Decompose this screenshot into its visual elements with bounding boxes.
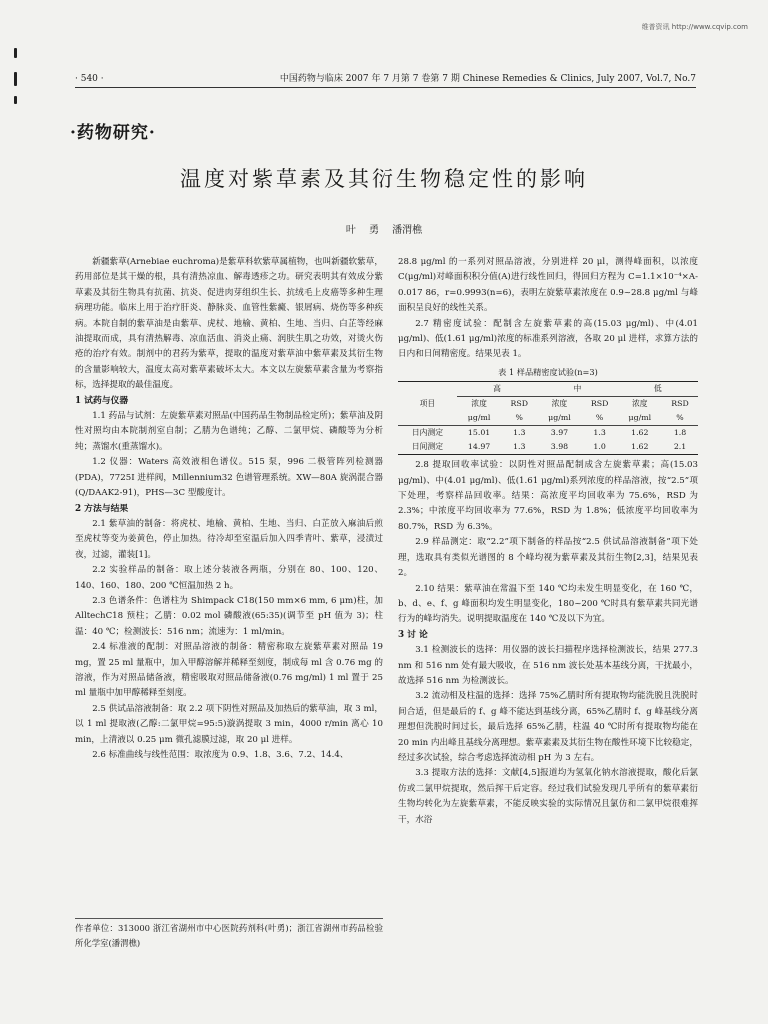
author-affiliation-footnote: 作者单位：313000 浙江省湖州市中心医院药剂科(叶勇)；浙江省湖州市药品检验所化学室(潘渭樵) (75, 918, 383, 951)
paragraph-2-8: 2.8 提取回收率试验：以阴性对照品配制成含左旋紫草素；高(15.03 μg/ml)、中(4.01 μg/ml)、低(1.61 μg/ml)系列浓度的样品溶液，按“2.5”项下处理，考察样品回收率。结果：高浓度平均回收率为 75.6%，RSD 为 2.3%；中浓度平均回收率为 77.6%，RSD 为 1.8%；低浓度平均回收率为 80.7%，RSD 为 6.3%。 (398, 460, 698, 532)
table-sub-conc: 浓度 (457, 397, 501, 412)
paragraph-2-2: 2.2 实验样品的制备：取上述分装液各两瓶，分别在 80、100、120、140、160、180、200 ℃恒温加热 2 h。 (75, 565, 383, 591)
paragraph-3-3: 3.3 提取方法的选择：文献[4,5]报道均为氢氧化钠水溶液提取，酸化后氯仿或二氯甲烷提取，然后挥干后定容。经过我们试验发现几乎所有的紫草素衍生物均转化为左旋紫草素，不能反映实验的实际情况且氯仿和二氯甲烷很难挥干，水浴 (398, 768, 698, 825)
table-col-item: 项目 (419, 398, 436, 408)
paragraph-1-1: 1.1 药品与试剂：左旋紫草素对照品(中国药品生物制品检定所)；紫草油及阴性对照均由本院制剂室自制；乙腈为色谱纯；乙醇、二氯甲烷、磷酸等为分析纯；蒸馏水(重蒸馏水)。 (75, 411, 383, 452)
table-sub-rsd: RSD (582, 397, 618, 412)
right-column (398, 255, 698, 828)
paragraph-2-7: 2.7 精密度试验：配制含左旋紫草素的高(15.03 μg/ml)、中(4.01 μg/ml)、低(1.61 μg/ml)浓度的标准系列溶液，各取 20 μl 进样，求算方法的日内和日间精密度。结果见表 1。 (398, 318, 698, 360)
section-heading-1: 1 试药与仪器 (75, 395, 129, 406)
table-unit: μg/ml (628, 413, 652, 423)
table-cell: 1.3 (501, 426, 537, 441)
paragraph-3-2: 3.2 流动相及柱温的选择：选择 75%乙腈时所有提取物均能洗脱且洗脱时间合适，但是最后的 f、g 峰不能达到基线分离，65%乙腈时 f、g 峰基线分离理想但洗脱时间过长，最后选择 65%乙腈，柱温 40 ℃时所有提取物均能在 20 min 内出峰且基线分离理想。紫草素素及其衍生物在酸性环境下比较稳定，经过多次试验，综合考虑选择流动相 pH 为 3 左右。 (398, 691, 698, 763)
table-sub-conc: 浓度 (618, 397, 662, 412)
authors: 叶 勇 潘渭樵 (345, 225, 423, 236)
watermark: 维普资讯 http://www.cqvip.com (641, 23, 748, 31)
table-sub-conc: 浓度 (537, 397, 581, 412)
table-cell: 1.3 (582, 426, 618, 441)
paragraph-1-2: 1.2 仪器：Waters 高效液相色谱仪。515 泵，996 二极管阵列检测器(PDA)，7725I 进样阀，Millennium32 色谱管理系统。XW—80A 旋涡混合器(Q/DAAK2-91)，PHS—3C 型酸度计。 (75, 457, 383, 499)
intro-paragraph: 新疆紫草(Arnebiae euchroma)是紫草科软紫草属植物，也叫新疆软紫草，药用部位是其干燥的根，具有清热凉血、解毒透疹之功。研究表明其有效成分紫草素及其衍生物具有抗菌、抗炎、促进肉芽组织生长、抗绒毛上皮癌等多种生理病理功能。临床上用于治疗肝炎、静脉炎、血管性紫癜、银屑病、烧伤等多种疾病。本院自制的紫草油是由紫草、虎杖、地榆、黄柏、生地、当归、白芷等经麻油提取而成，具有清热解毒、凉血活血、消炎止痛、润肤生肌之功效，对烫火伤疮的治疗有效。制剂中的君药为紫草，提取的温度对紫草油中紫草素及其衍生物的含量影响较大，温度太高对紫草素破坏太大。本文以左旋紫草素含量为考察指标，选择提取的最佳温度。 (75, 257, 383, 391)
table-unit: % (595, 413, 604, 423)
paragraph-2-10: 2.10 结果：紫草油在常温下至 140 ℃均未发生明显变化，在 160 ℃，b、d、e、f、g 峰面积均发生明显变化，180~200 ℃时具有紫草素共同光谱行为的峰均消失。说明提取温度在 140 ℃及以下为宜。 (398, 583, 698, 625)
table-group-mid: 中 (573, 384, 582, 394)
section-heading-2: 2 方法与结果 (75, 503, 129, 514)
table-unit: % (676, 413, 684, 423)
left-column (75, 255, 383, 763)
table-cell: 14.97 (467, 442, 491, 452)
table-row-label: 日内测定 (398, 426, 457, 441)
paragraph-2-6: 2.6 标准曲线与线性范围：取浓度为 0.9、1.8、3.6、7.2、14.4、 (92, 750, 349, 760)
page-number: · 540 · (75, 74, 104, 84)
paragraph-3-1: 3.1 检测波长的选择：用仪器的波长扫描程序选择检测波长，结果 277.3 nm 和 516 nm 处有最大吸收，在 516 nm 波长处基本基线分离，干扰最小，故选择 516 nm 为检测波长。 (398, 645, 698, 686)
table-group-high: 高 (493, 384, 501, 394)
paragraph-2-6-cont: 28.8 μg/ml 的一系列对照品溶液，分别进样 20 μl，测得峰面积，以浓度 C(μg/ml)对峰面积积分值(A)进行线性回归，得回归方程为 C=1.1×10⁻⁴×A-0.017 86，r=0.9993(n=6)，表明左旋紫草素浓度在 0.9~28.8 μg/ml 与峰面积呈良好的线性关系。 (398, 257, 698, 314)
journal-info: 中国药物与临床 2007 年 7 月第 7 卷第 7 期 Chinese Remedies & Clinics, July 2007, Vol.7, No.7 (279, 74, 696, 84)
article-title: 温度对紫草素及其衍生物稳定性的影响 (180, 167, 588, 191)
table-row-label: 日间测定 (411, 442, 444, 452)
table-cell: 15.01 (457, 426, 501, 441)
table-cell: 3.98 (550, 442, 569, 452)
table-sub-rsd: RSD (501, 397, 537, 412)
table-caption: 表 1 样品精密度试验(n=3) (498, 366, 598, 377)
table-cell: 3.97 (537, 426, 581, 441)
paragraph-2-4: 2.4 标准液的配制：对照品溶液的制备：精密称取左旋紫草素对照品 19 mg，置 25 ml 量瓶中，加入甲醇溶解并稀释至刻度，制成每 ml 含 0.76 mg 的溶液，作为对照品储备液，精密吸取对照品储备液(0.76 mg/ml) 1 ml 置于 25 ml 量瓶中加甲醇稀释至刻度。 (75, 642, 383, 699)
table-cell: 1.8 (662, 426, 698, 441)
table-row (398, 426, 698, 441)
running-header (75, 68, 696, 88)
section-tag: ·药物研究· (70, 123, 156, 143)
paragraph-2-3: 2.3 色谱条件：色谱柱为 Shimpack C18(150 mm×6 mm, 6 μm)柱，加 AlltechC18 预柱；乙腈：0.02 mol 磷酸液(65:35)(调节至 pH 值为 3)；柱温：40 ℃；检测波长：516 nm；流速为：1 ml/min。 (75, 595, 383, 637)
precision-table (398, 381, 698, 455)
table-cell: 1.62 (618, 426, 662, 441)
paragraph-2-9: 2.9 样品测定：取“2.2”项下制备的样品按“2.5 供试品溶液制备”项下处理，选取具有类似光谱图的 8 个峰均视为紫草素及其衍生物[2,3]，结果见表 2。 (398, 537, 698, 579)
table-row (398, 440, 698, 455)
paragraph-2-5: 2.5 供试品溶液制备：取 2.2 项下阴性对照品及加热后的紫草油，取 3 ml，以 1 ml 提取液(乙醇:二氯甲烷=95:5)漩涡提取 3 min，4000 r/min 离心 10 min，上清液以 0.25 μm 微孔滤膜过滤，取 20 μl 进样。 (75, 703, 383, 745)
table-group-low: 低 (653, 384, 662, 394)
paragraph-2-1: 2.1 紫草油的制备：将虎杖、地榆、黄柏、生地、当归、白芷放入麻油后煎至虎杖等变为姜黄色，停止加热。待冷却至室温后加入四季青叶、紫草，浸渍过夜，过滤，灌装[1]。 (75, 518, 383, 560)
table-unit: % (515, 413, 523, 423)
table-cell: 2.1 (673, 442, 687, 452)
section-heading-3: 3 讨 论 (398, 629, 428, 640)
table-unit: μg/ml (548, 413, 571, 423)
table-unit: μg/ml (467, 413, 491, 423)
table-sub-rsd: RSD (662, 397, 698, 412)
table-cell: 1.3 (513, 442, 526, 452)
table-cell: 1.0 (593, 442, 606, 452)
table-cell: 1.62 (631, 442, 649, 452)
